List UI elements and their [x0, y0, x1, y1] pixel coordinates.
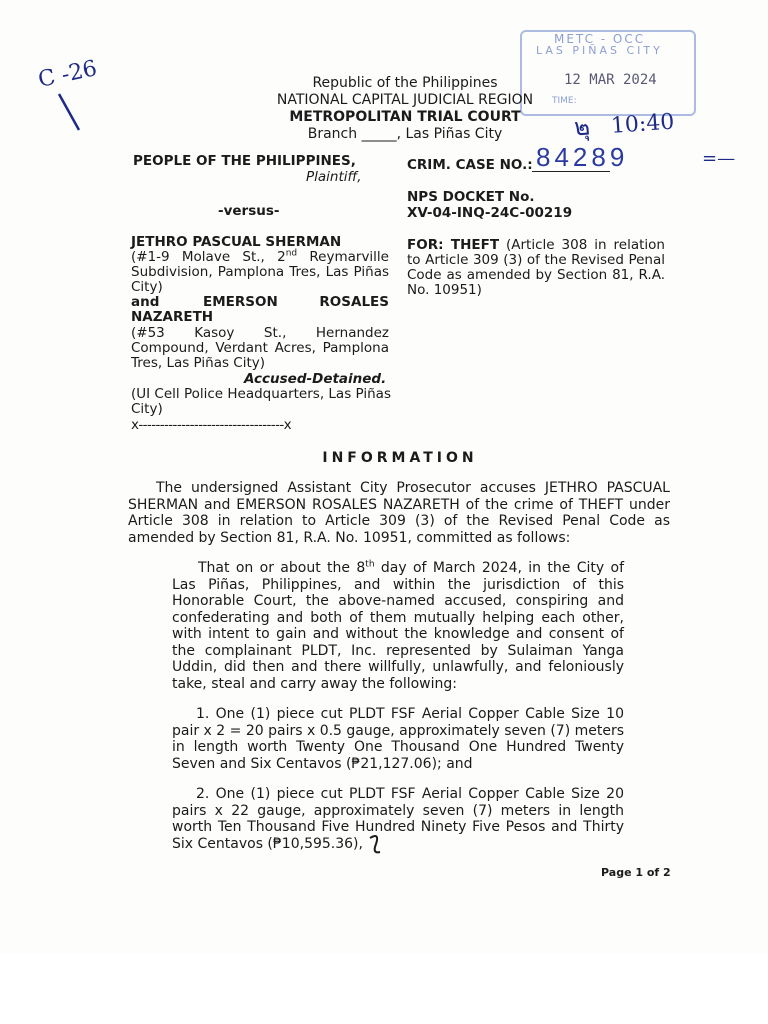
header-republic: Republic of the Philippines: [312, 75, 498, 91]
and-word: and: [131, 294, 160, 310]
stamp-office: METC - OCC: [554, 32, 646, 46]
stamp-time-label: TIME:: [552, 96, 577, 106]
crim-case-number: 84289: [536, 142, 629, 172]
stamp-time-value: 10:40: [610, 109, 676, 139]
caption-divider: x----------------------------------x: [131, 417, 292, 433]
crim-case-underline: [532, 171, 610, 172]
facts-paragraph: [172, 560, 624, 692]
accused1-address-a: (#1-9 Molave St., 2: [131, 249, 286, 265]
handwritten-mark: [366, 832, 386, 856]
accused1-address: [131, 250, 389, 295]
detention-place: (UI Cell Police Headquarters, Las Piñas City): [131, 386, 391, 417]
stamp-city: LAS PIÑAS CITY: [536, 44, 663, 57]
offence-label: FOR: THEFT: [407, 237, 500, 253]
plaintiff-name: PEOPLE OF THE PHILIPPINES,: [133, 153, 356, 169]
header-branch: Branch _____, Las Piñas City: [307, 126, 503, 142]
nps-docket-label: NPS DOCKET No.: [407, 189, 535, 205]
facts-sup: th: [365, 559, 375, 570]
offence-description: [407, 238, 665, 298]
offence-text: (Article 308 in relation to Article 309 (3) of the Revised Penal Code as amended by Section 81, R.A. No. 10951): [407, 237, 665, 298]
court-header: [250, 75, 560, 143]
stamp-time-written: [573, 101, 676, 147]
nps-docket-number: XV-04-INQ-24C-00219: [407, 205, 573, 221]
versus-label: -versus-: [218, 203, 280, 219]
stamp-date: 12 MAR 2024: [564, 72, 657, 88]
margin-note-text: C -26: [36, 56, 100, 93]
margin-dash-mark: =—: [702, 148, 736, 169]
crim-case-label: CRIM. CASE NO.:: [407, 157, 533, 173]
background-below-page: [0, 954, 768, 1024]
header-region: NATIONAL CAPITAL JUDICIAL REGION: [276, 92, 534, 108]
page-number: Page 1 of 2: [601, 866, 671, 879]
accused1-name: JETHRO PASCUAL SHERMAN: [131, 234, 342, 250]
handwritten-stroke: [55, 90, 85, 135]
accused1-address-sup: nd: [285, 248, 298, 259]
accused1-address-b: Reymarville Subdivision, Pamplona Tres, Las Piñas City): [131, 249, 389, 295]
accused2-middle: ROSALES: [319, 294, 389, 310]
intro-paragraph: The undersigned Assistant City Prosecutor accuses JETHRO PASCUAL SHERMAN and EMERSON ROSALES NAZARETH of the crime of THEFT under Article 308 in relation to Article 309 (3) of the Revised Penal Code as amended by Section 81, R.A. No. 10951, committed as follows:: [128, 480, 670, 546]
document-title: INFORMATION: [322, 450, 478, 466]
accused2-last: NAZARETH: [131, 309, 214, 325]
accused2-name-row: [131, 295, 389, 310]
accused2-address: (#53 Kasoy St., Hernandez Compound, Verdant Acres, Pamplona Tres, Las Piñas City): [131, 325, 389, 371]
item-1: 1. One (1) piece cut PLDT FSF Aerial Copper Cable Size 10 pair x 2 = 20 pairs x 0.5 gauge, approximately seven (7) meters in length worth Twenty One Thousand One Hundred Twenty Seven and Six Centavos (₱21,127.06); and: [172, 706, 625, 772]
handwritten-signature-initials: ๒ุ: [573, 112, 591, 142]
accused-status: Accused-Detained.: [244, 371, 387, 387]
margin-note: [36, 56, 99, 93]
header-court: METROPOLITAN TRIAL COURT: [289, 109, 521, 125]
plaintiff-role: Plaintiff,: [306, 169, 362, 185]
facts-a: That on or about the 8: [198, 560, 366, 576]
item-2: 2. One (1) piece cut PLDT FSF Aerial Copper Cable Size 20 pairs x 22 gauge, approximately seven (7) meters in length worth Ten Thousand Five Hundred Ninety Five Pesos and Thirty Six Centavos (₱10,595.36),: [172, 786, 624, 852]
accused2-first: EMERSON: [203, 294, 278, 310]
facts-b: day of March 2024, in the City of Las Piñas, Philippines, and within the jurisdiction of this Honorable Court, the above-named accused, conspiring and confederating and both of them mutually helping each other, with intent to gain and without the knowledge and consent of the complainant PLDT, Inc. represented by Sulaiman Yanga Uddin, did then and there willfully, unlawfully, and feloniously take, steal and carry away the following:: [172, 560, 625, 692]
